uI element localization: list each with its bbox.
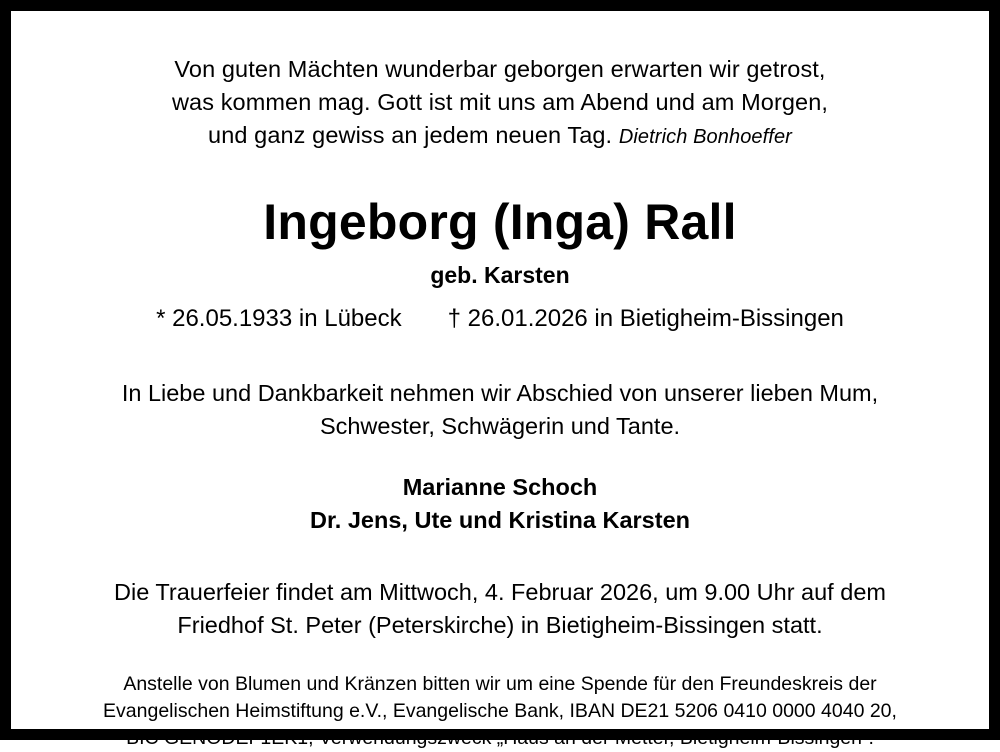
- death-date: † 26.01.2026 in Bietigheim-Bissingen: [447, 305, 844, 333]
- family-line-1: Marianne Schoch: [402, 473, 598, 500]
- deceased-name: Ingeborg (Inga) Rall: [263, 193, 737, 250]
- family-line-2: Dr. Jens, Ute und Kristina Karsten: [309, 507, 691, 534]
- donation-line-3: BIC GENODEF1EK1, Verwendungszweck „Haus an der Metter, Bietigheim-Bissingen“.: [126, 727, 874, 750]
- tribute-text: [51, 377, 949, 443]
- donation-line-2: Evangelischen Heimstiftung e.V., Evangelische Bank, IBAN DE21 5206 0410 0000 4040 20,: [103, 700, 897, 723]
- verse-author: Dietrich Bonhoeffer: [618, 125, 792, 148]
- tribute-line-2: Schwester, Schwägerin und Tante.: [319, 413, 681, 440]
- ceremony-line-1: Die Trauerfeier findet am Mittwoch, 4. Februar 2026, um 9.00 Uhr auf dem: [114, 578, 886, 605]
- memorial-verse: [51, 53, 949, 152]
- verse-line-1: Von guten Mächten wunderbar geborgen erwarten wir getrost,: [174, 56, 826, 82]
- verse-line-2: was kommen mag. Gott ist mit uns am Abend und am Morgen,: [171, 88, 829, 115]
- surviving-family: [51, 471, 949, 538]
- donation-line-1: Anstelle von Blumen und Kränzen bitten wir um eine Spende für den Freundeskreis der: [123, 673, 877, 696]
- life-dates: [51, 305, 949, 333]
- deceased-birth-name: geb. Karsten: [430, 262, 570, 289]
- birth-date: * 26.05.1933 in Lübeck: [156, 305, 402, 333]
- funeral-details: [51, 576, 949, 642]
- verse-line-3-text: und ganz gewiss an jedem neuen Tag.: [208, 121, 613, 148]
- ceremony-line-2: Friedhof St. Peter (Peterskirche) in Bietigheim-Bissingen statt.: [177, 611, 823, 638]
- tribute-line-1: In Liebe und Dankbarkeit nehmen wir Abschied von unserer lieben Mum,: [121, 380, 879, 407]
- verse-line-3: [51, 119, 949, 152]
